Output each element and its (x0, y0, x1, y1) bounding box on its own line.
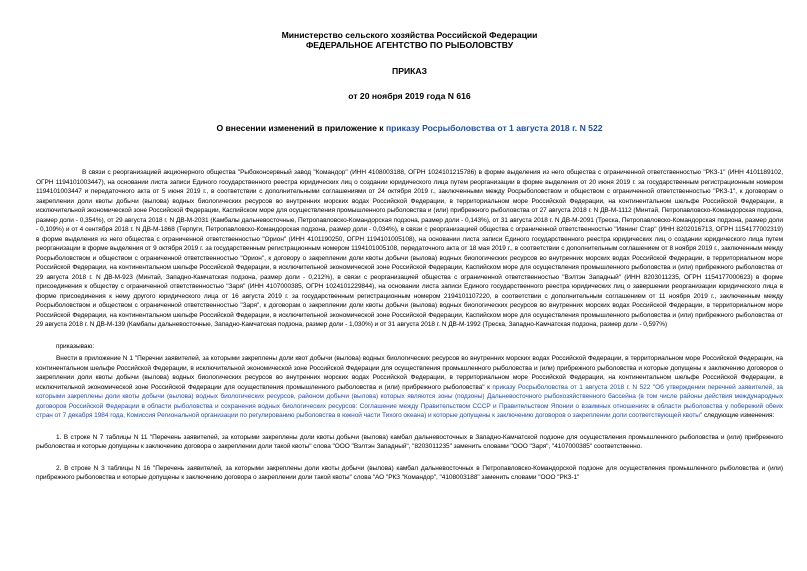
ministry-title: Министерство сельского хозяйства Российской Федерации (281, 30, 538, 40)
doc-subject (36, 123, 783, 133)
doc-type: ПРИКАЗ (392, 66, 427, 76)
prikazyvayu: приказываю: (56, 342, 95, 350)
amendment-intro: Внести в приложение N 1 "Перечни заявителей, за которыми закреплены доли квот добычи (вылова) водных биологических ресурсов во внутренних морских водах Российской Федерации, в территориальном море Российской Федерации, на континентальном шельфе Российской Федерации, в исключительной экономической зоне Российской Федерации для осуществления промышленного рыболовства и (или) прибрежного рыболовства и которые допущены к заключению договоров о закреплении доли квоты добычи (вылова) водных биологических ресурсов во внутренних морских водах Российской Федерации, в территориальном море Российской Федерации, на континентальном шельфе Российской Федерации, в исключительной экономической зоне Российской Федерации для осуществления промышленного рыболовства и (или) прибрежного рыболовства" к (36, 355, 783, 391)
amendment-outro: следующие изменения: (702, 412, 775, 419)
paragraph-preamble (36, 168, 783, 330)
paragraph-item-2: 2. В строке N 3 таблицы N 16 "Перечень заявителей, за которыми закреплены доли квоты добычи (вылова) камбал дальневосточных в Петропавловско-Командорской подзоне для осуществления промышленного рыболовства и (или) прибрежного рыболовства и которые допущены к заключению договора о закреплении доли такой квоты" слова "АО "РКЗ "Командор", "4108003188" заменить словами "ООО "РКЗ-1" (36, 464, 783, 481)
paragraph-item-1: 1. В строке N 7 таблицы N 11 "Перечень заявителей, за которыми закреплены доли квоты добычи (вылова) камбал дальневосточных в Западно-Камчатской подзоне для осуществления промышленного рыболовства и (или) прибрежного рыболовства и которые допущены к заключению договора о закреплении доли такой квоты" слова "ООО "Вэлтэн Западный", "8203011235" заменить словами "ООО "Заря", "4107000385" соответственно. (36, 433, 783, 450)
subject-prefix: О внесении изменений в приложение к (216, 123, 386, 133)
paragraph-amendment (36, 354, 783, 421)
amendment-order-link[interactable]: приказу Росрыболовства от 1 августа 2018 г. N 522 (492, 383, 651, 391)
amendment-order-title-link[interactable]: "Об утверждении перечней заявителей, за которыми закреплены доли квоты добычи (вылова) водных биологических ресурсов, районом добычи (вылова) которых являются зоны (подзоны) Дальневосточного рыбохозяйственного бассейна (в том числе районы действия международных договоров Российской Федерации в области рыболовства и сохранения водных биологических ресурсов: Соглашение между Правительством СССР и Правительством Японии о взаимных отношениях в области рыболовства у побережий обеих стран от 7 декабря 1984 года, Комиссия Региональной организации по регулированию рыболовства в южной части Тихого океана) и которые допущены к заключению договоров о закреплении доли соответствующей квоты" (36, 383, 783, 419)
doc-date-number: от 20 ноября 2019 года N 616 (348, 91, 471, 101)
paragraph-preamble-text: В связи с реорганизацией акционерного общества "Рыбоконсервный завод "Командор" (ИНН 4108003188, ОГРН 1024101215786) в форме выделения из него общества с ограниченной ответственностью "РКЗ-1" (ИНН 4101189102, ОГРН 1194101003447), на основании листа записи Единого государственного реестра юридических лиц о создании юридического лица путем реорганизации в форме выделения от 20 июня 2019 г. за государственным регистрационным номером 1194101003447 и передаточного акта от 5 июня 2019 г., в соответствии с дополнительными соглашениями от 24 октября 2019 г., заключенными между Росрыболовством и обществом с ограниченной ответственностью "РКЗ-1", к договорам о закреплении доли квоты добычи (вылова) водных биологических ресурсов во внутренних морских водах Российской Федерации, в территориальном море Российской Федерации, на континентальном шельфе Российской Федерации, в исключительной экономической зоне Российской Федерации, Каспийском море для осуществления промышленного рыболовства и (или) прибрежного рыболовства от 27 августа 2018 г. N ДВ-М-1112 (Минтай, Петропавловско-Командорская подзона, размер доли - 0,354%), от 29 августа 2018 г. N ДВ-М-2031 (Камбалы дальневосточные, Петропавловско-Командорская подзона, размер доли - 0,143%), от 31 августа 2018 г. N ДВ-М-2091 (Треска, Петропавловско-Командорская подзона, размер доли - 0,109%) и от 4 сентября 2018 г. N ДВ-М-1868 (Терпуги, Петропавловско-Командорская подзона, размер доли - 0,034%), в связи с реорганизацией общества с ограниченной ответственностью "Ивнинг Стар" (ИНН 8202016713, ОГРН 1154177002319) в форме выделения из него общества с ограниченной ответственностью "Орион" (ИНН 4101190250, ОГРН 1194101005108), на основании листа записи Единого государственного реестра юридических лиц о создании юридического лица путем реорганизации в форме выделения от 9 октября 2019 г. за государственным регистрационным номером 1194101005108, передаточного акта от 18 мая 2019 г., в соответствии с дополнительным соглашением от 8 ноября 2019 г., заключенным между Росрыболовством и обществом с ограниченной ответственностью "Орион", к договору о закреплении доли квоты добычи (вылова) водных биологических ресурсов во внутренних морских водах Российской Федерации, в территориальном море Российской Федерации, на континентальном шельфе Российской Федерации, в исключительной экономической зоне Российской Федерации, Каспийском море для осуществления промышленного рыболовства и (или) прибрежного рыболовства от 29 августа 2018 г. N ДВ-М-923 (Минтай, Западно-Камчатская подзона, размер доли - 0,212%), в связи с реорганизацией общества с ограниченной ответственностью "Вэлтэн Западный" (ИНН 8203011235, ОГРН 1154177000623) в форме присоединения к обществу с ограниченной ответственностью "Заря" (ИНН 4107000385, ОГРН 1024101229844), на основании листа записи Единого государственного реестра юридических лиц о завершении реорганизации юридического лица в форме присоединения к нему другого юридического лица от 16 августа 2019 г. за государственным регистрационным номером 2194101107220, в соответствии с дополнительным соглашением от 11 ноября 2019 г., заключенным между Росрыболовством и обществом с ограниченной ответственностью "Заря", к договорам о закреплении доли квоты добычи (вылова) водных биологических ресурсов во внутренних морских водах Российской Федерации, в территориальном море Российской Федерации, на континентальном шельфе Российской Федерации, в исключительной экономической зоне Российской Федерации, Каспийском море для осуществления промышленного рыболовства и (или) прибрежного рыболовства от 29 августа 2018 г. N ДВ-М-139 (Камбалы дальневосточные, Западно-Камчатская подзона, размер доли - 1,030%) и от 31 августа 2018 г. N ДВ-М-1992 (Треска, Западно-Камчатская подзона, размер доли - 0,597%) (36, 169, 783, 328)
subject-link[interactable]: приказу Росрыболовства от 1 августа 2018 г. N 522 (385, 123, 603, 133)
agency-title: ФЕДЕРАЛЬНОЕ АГЕНТСТВО ПО РЫБОЛОВСТВУ (305, 40, 514, 50)
